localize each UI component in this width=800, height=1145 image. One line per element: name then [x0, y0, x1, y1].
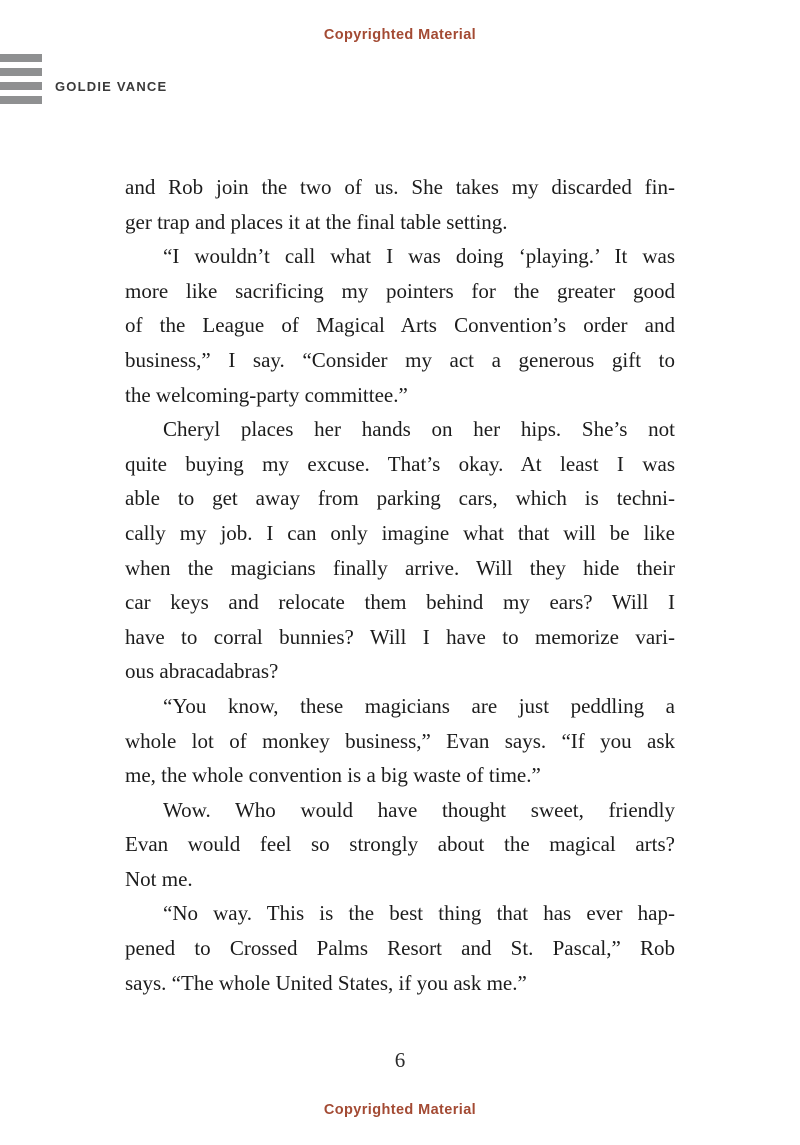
text-line: have to corral bunnies? Will I have to memorize vari- — [125, 624, 675, 649]
text-line: ous abracadabras? — [125, 659, 279, 684]
stripe-bar — [0, 54, 42, 62]
text-line: car keys and relocate them behind my ears? Will I — [125, 590, 675, 615]
text-line: when the magicians finally arrive. Will they hide their — [125, 555, 675, 580]
page-number: 6 — [394, 1048, 406, 1072]
text-line: of the League of Magical Arts Convention’s order and — [125, 313, 675, 338]
text-line: able to get away from parking cars, which is techni- — [125, 486, 675, 511]
text-line: quite buying my excuse. That’s okay. At least I was — [125, 451, 675, 476]
text-line: Not me. — [125, 866, 193, 891]
running-head-book-title: GOLDIE VANCE — [55, 79, 168, 94]
copyright-notice-top: Copyrighted Material — [323, 27, 477, 43]
page-text — [125, 170, 675, 1000]
text-line: “You know, these magicians are just peddling a — [163, 693, 675, 718]
text-line: Evan would feel so strongly about the magical arts? — [125, 832, 675, 857]
text-line: “I wouldn’t call what I was doing ‘playing.’ It was — [163, 244, 675, 269]
text-line: more like sacrificing my pointers for the greater good — [125, 278, 675, 303]
text-line: business,” I say. “Consider my act a generous gift to — [125, 347, 675, 372]
text-line: ger trap and places it at the final table setting. — [125, 209, 508, 234]
text-line: Cheryl places her hands on her hips. She’s not — [163, 417, 675, 442]
copyright-notice-bottom: Copyrighted Material — [323, 1102, 477, 1118]
text-line: me, the whole convention is a big waste of time.” — [125, 763, 541, 788]
text-line: “No way. This is the best thing that has ever hap- — [163, 901, 675, 926]
stripes-icon — [0, 54, 42, 110]
text-line: the welcoming-party committee.” — [125, 382, 408, 407]
text-line: Wow. Who would have thought sweet, friendly — [163, 797, 675, 822]
text-line: pened to Crossed Palms Resort and St. Pascal,” Rob — [125, 936, 675, 961]
text-line: and Rob join the two of us. She takes my discarded fin- — [125, 175, 675, 199]
text-line: cally my job. I can only imagine what that will be like — [125, 520, 675, 545]
stripe-bar — [0, 82, 42, 90]
stripe-bar — [0, 96, 42, 104]
text-line: whole lot of monkey business,” Evan says. “If you ask — [125, 728, 675, 753]
stripe-bar — [0, 68, 42, 76]
text-line: says. “The whole United States, if you ask me.” — [125, 970, 527, 995]
